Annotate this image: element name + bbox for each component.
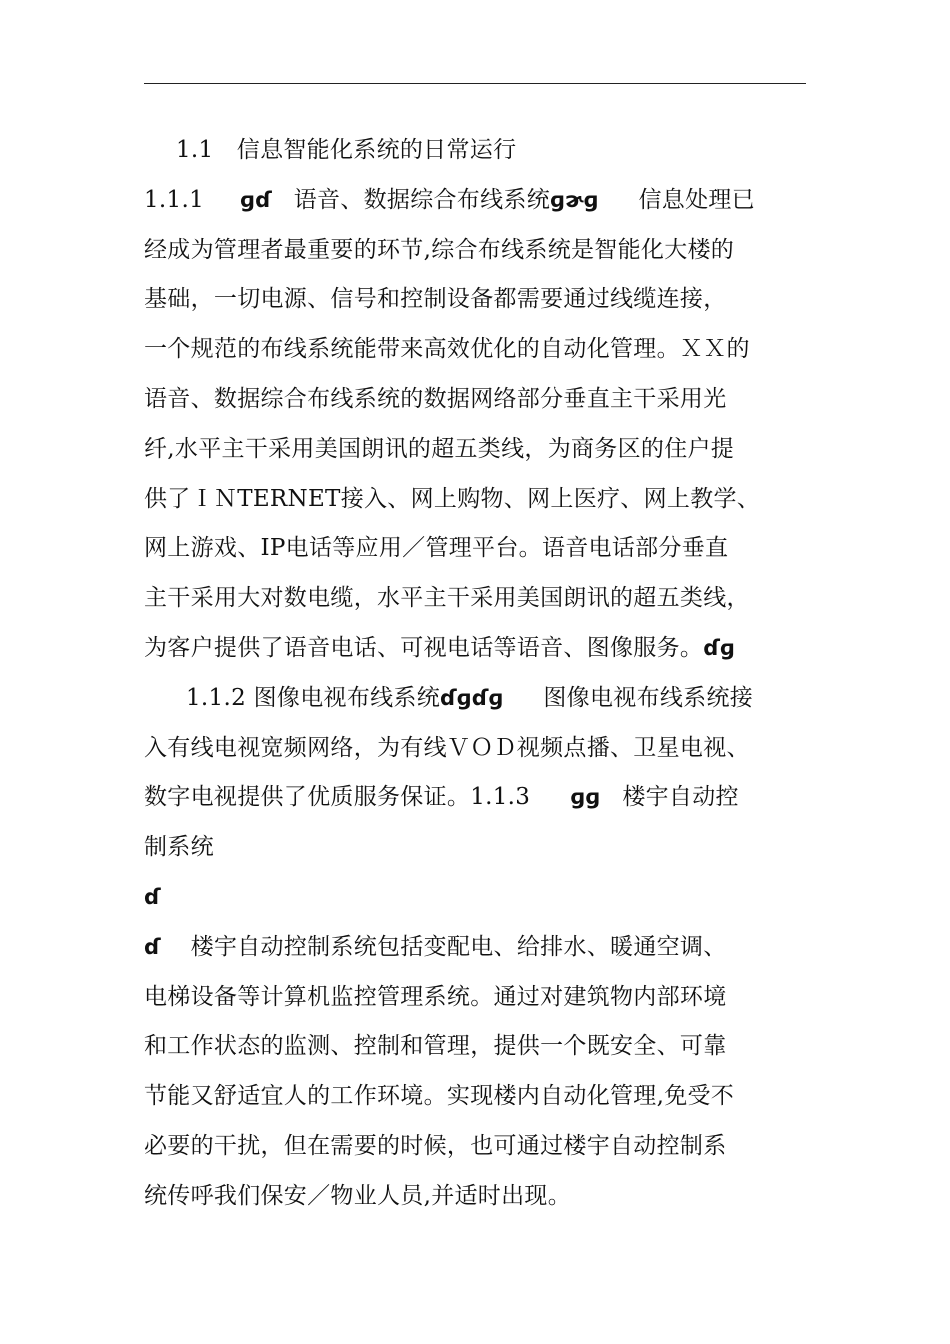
paragraph-line: 纤,水平主干采用美国朗讯的超五类线，为商务区的住户提 (144, 435, 735, 462)
garbled-mark: ɗɡ (703, 635, 735, 660)
paragraph-line: 语音、数据综合布线系统的数据网络部分垂直主干采用光 (144, 385, 727, 412)
garbled-mark: ɗ (144, 934, 161, 959)
paragraph-line: 必要的干扰，但在需要的时候，也可通过楼宇自动控制系 (144, 1132, 727, 1159)
paragraph-line: 一个规范的布线系统能带来高效优化的自动化管理。ＸＸ的 (144, 336, 750, 363)
garbled-mark: ɗɡɗɡ (440, 685, 504, 710)
paragraph-lead-line (144, 923, 806, 973)
document-body (144, 126, 806, 1222)
subsection-1-1-1-heading-line (144, 176, 806, 226)
garbled-mark: ɡɡ (570, 785, 601, 810)
subsection-title: 1.1.2 图像电视布线系统 (186, 684, 441, 711)
paragraph-lead-text: 楼宇自动控制系统包括变配电、给排水、暖通空调、 (190, 933, 727, 960)
paragraph-line: 电梯设备等计算机监控管理系统。通过对建筑物内部环境 (144, 983, 727, 1010)
paragraph-line: 经成为管理者最重要的环节,综合布线系统是智能化大楼的 (144, 236, 735, 263)
garbled-mark: ɗ (144, 884, 161, 909)
paragraph-line: 制系统 (144, 834, 214, 861)
subsection-1-1-2-heading-line (144, 674, 806, 724)
paragraph-line-with-heading (144, 773, 806, 823)
paragraph-text: 为客户提供了语音电话、可视电话等语音、图像服务。 (144, 634, 704, 661)
paragraph-line: 入有线电视宽频网络，为有线ＶＯＤ视频点播、卫星电视、 (144, 734, 750, 761)
subsection-title: 楼宇自动控 (622, 784, 739, 811)
paragraph-line: 基础，一切电源、信号和控制设备都需要通过线缆连接， (144, 286, 727, 313)
subsection-title: 语音、数据综合布线系统 (293, 186, 551, 213)
standalone-mark-line (144, 873, 806, 923)
paragraph-lead-text: 信息处理已 (638, 186, 755, 213)
section-heading (144, 126, 806, 176)
paragraph-lead-text: 图像电视布线系统接 (543, 684, 754, 711)
paragraph-text: 数字电视提供了优质服务保证。1.1.3 (144, 784, 531, 811)
subsection-number: 1.1.1 (144, 186, 205, 213)
header-rule (144, 83, 806, 84)
paragraph-line: 节能又舒适宜人的工作环境。实现楼内自动化管理,免受不 (144, 1083, 735, 1110)
paragraph-line: 主干采用大对数电缆，水平主干采用美国朗讯的超五类线， (144, 585, 750, 612)
paragraph-line: 供了ＩＮTERNET接入、网上购物、网上医疗、网上教学、 (144, 485, 761, 512)
section-heading-text: 1.1 信息智能化系统的日常运行 (176, 137, 517, 163)
paragraph-last-line (144, 624, 806, 674)
paragraph-last-line: 统传呼我们保安／物业人员,并适时出现。 (144, 1182, 572, 1209)
garbled-mark: ɡɗ (240, 187, 272, 212)
paragraph-line: 网上游戏、IP电话等应用／管理平台。语音电话部分垂直 (144, 535, 729, 562)
garbled-mark: ɡɚɡ (550, 187, 599, 212)
paragraph-line: 和工作状态的监测、控制和管理，提供一个既安全、可靠 (144, 1033, 727, 1060)
